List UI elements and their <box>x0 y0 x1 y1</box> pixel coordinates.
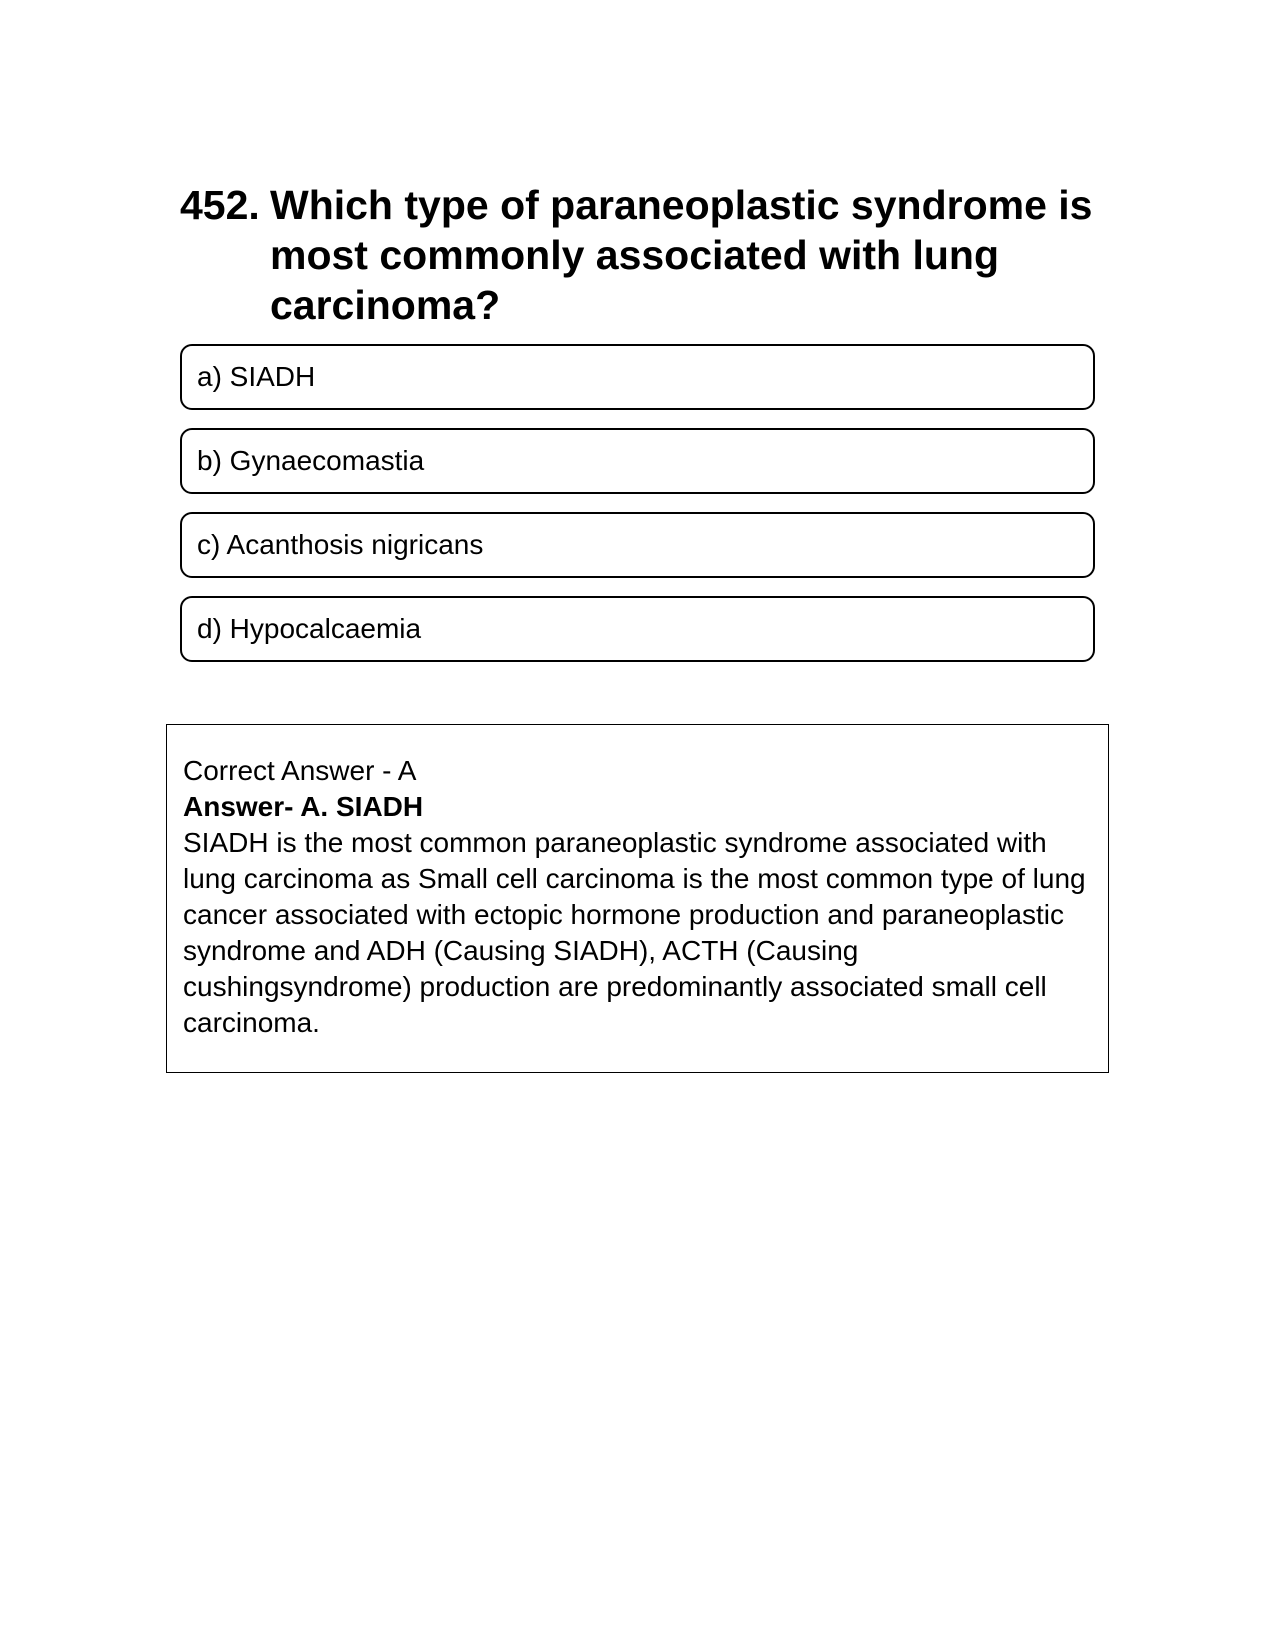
option-a[interactable]: a) SIADH <box>180 344 1095 410</box>
answer-explanation: SIADH is the most common paraneoplastic syndrome associated with lung carcinoma as Small cell carcinoma is the most common type of lung cancer associated with ectopic hormone production and paraneoplastic syndrome and ADH (Causing SIADH), ACTH (Causing cushingsyndrome) production are predominantly associated small cell carcinoma. <box>183 827 1086 1038</box>
option-d[interactable]: d) Hypocalcaemia <box>180 596 1095 662</box>
answer-explanation-box <box>166 724 1109 1073</box>
option-c[interactable]: c) Acanthosis nigricans <box>180 512 1095 578</box>
answer-title: Answer- A. SIADH <box>183 791 424 822</box>
question-heading <box>180 180 1100 330</box>
question-number: 452. <box>180 182 260 228</box>
question-text: Which type of paraneoplastic syndrome is most commonly associated with lung carcinoma? <box>270 182 1093 328</box>
correct-answer-line: Correct Answer - A <box>183 755 417 786</box>
option-b[interactable]: b) Gynaecomastia <box>180 428 1095 494</box>
